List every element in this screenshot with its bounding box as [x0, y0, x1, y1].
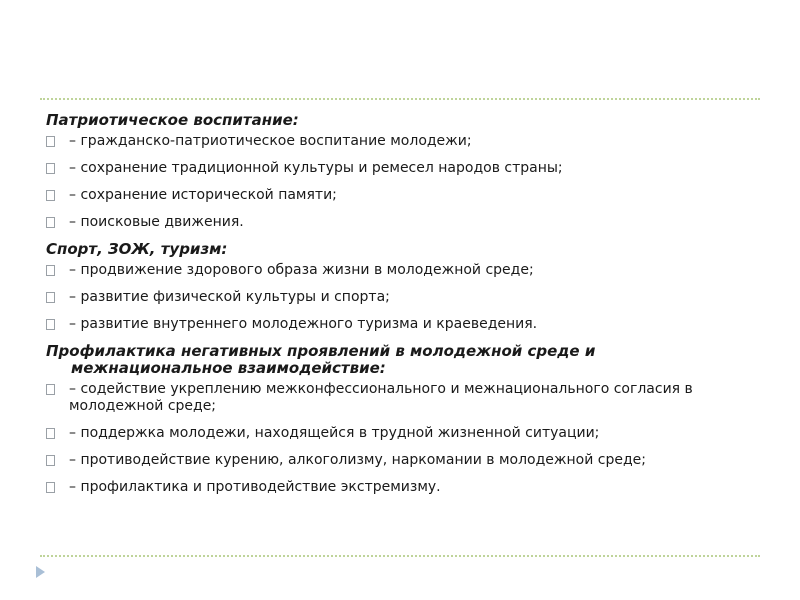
list-item: – содействие укреплению межконфессионального и межнационального согласия в молодежной среде;	[46, 381, 756, 415]
square-bullet-icon	[46, 265, 55, 276]
section-heading-patriotic: Патриотическое воспитание:	[46, 111, 299, 129]
square-bullet-icon	[46, 217, 55, 228]
list-item: – противодействие курению, алкоголизму, наркомании в молодежной среде;	[46, 452, 756, 469]
square-bullet-icon	[46, 455, 55, 466]
section-heading-prevention: Профилактика негативных проявлений в молодежной среде и межнациональное взаимодействие:	[46, 342, 596, 377]
list-item: – поддержка молодежи, находящейся в трудной жизненной ситуации;	[46, 425, 756, 442]
list-item: – поисковые движения.	[46, 214, 756, 231]
section-heading-sport: Спорт, ЗОЖ, туризм:	[46, 240, 228, 258]
square-bullet-icon	[46, 319, 55, 330]
square-bullet-icon	[46, 190, 55, 201]
list-item: – развитие внутреннего молодежного туризма и краеведения.	[46, 316, 756, 333]
square-bullet-icon	[46, 384, 55, 395]
square-bullet-icon	[46, 163, 55, 174]
list-item: – гражданско-патриотическое воспитание молодежи;	[46, 133, 756, 150]
square-bullet-icon	[46, 292, 55, 303]
square-bullet-icon	[46, 428, 55, 439]
top-divider	[40, 98, 760, 100]
square-bullet-icon	[46, 136, 55, 147]
square-bullet-icon	[46, 482, 55, 493]
bottom-divider	[40, 555, 760, 557]
list-item: – профилактика и противодействие экстремизму.	[46, 479, 756, 496]
slide-content	[46, 108, 756, 506]
list-item: – сохранение традиционной культуры и ремесел народов страны;	[46, 160, 756, 177]
list-item: – продвижение здорового образа жизни в молодежной среде;	[46, 262, 756, 279]
list-item: – развитие физической культуры и спорта;	[46, 289, 756, 306]
play-triangle-icon[interactable]	[36, 566, 45, 578]
list-item: – сохранение исторической памяти;	[46, 187, 756, 204]
